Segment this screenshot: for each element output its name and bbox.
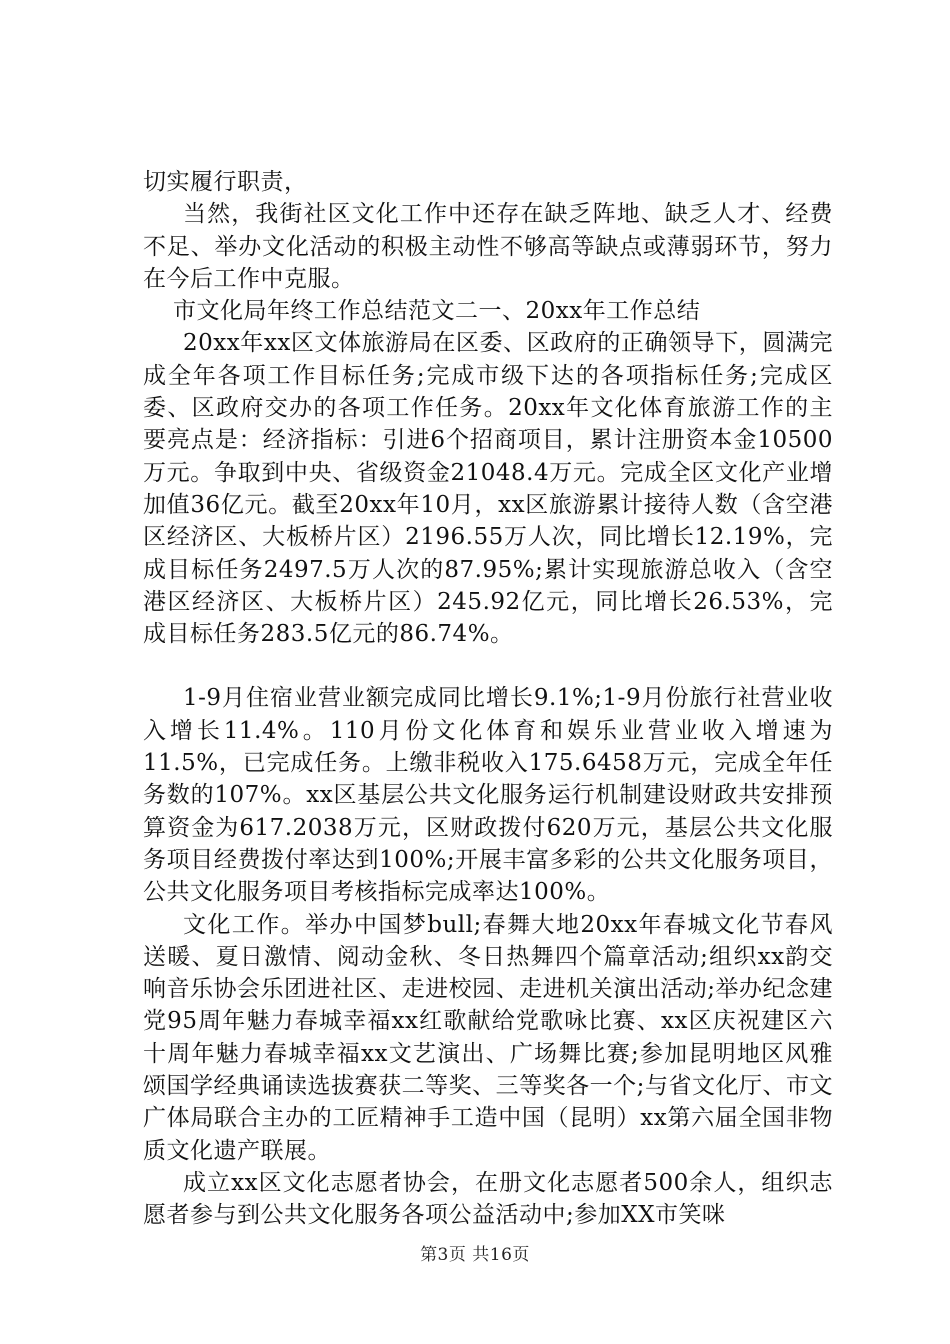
paragraph-volunteers: 成立xx区文化志愿者协会，在册文化志愿者500余人，组织志愿者参与到公共文化服务各项公益活动中;参加XX市笑咪 xyxy=(143,1169,833,1229)
page-number-footer: 第3页 共16页 xyxy=(420,1245,530,1265)
paragraph-spacer xyxy=(143,650,833,682)
paragraph-revenue-stats: 1-9月住宿业营业额完成同比增长9.1%;1-9月份旅行社营业收入增长11.4%。110月份文化体育和娱乐业营业收入增速为11.5%，已完成任务。上缴非税收入175.6458万元，完成全年任务数的107%。xx区基层公共文化服务运行机制建设财政共安排预算资金为617.2038万元，区财政拨付620万元，基层公共文化服务项目经费拨付率达到100%;开展丰富多彩的公共文化服务项目，公共文化服务项目考核指标完成率达100%。 xyxy=(143,685,833,906)
section-heading: 市文化局年终工作总结范文二一、20xx年工作总结 xyxy=(173,298,701,325)
paragraph-annual-summary: 20xx年xx区文体旅游局在区委、区政府的正确领导下，圆满完成全年各项工作目标任务;完成市级下达的各项指标任务;完成区委、区政府交办的各项工作任务。20xx年文化体育旅游工作的主要亮点是：经济指标：引进6个招商项目，累计注册资本金10500万元。争取到中央、省级资金21048.4万元。完成全区文化产业增加值36亿元。截至20xx年10月，xx区旅游累计接待人数（含空港区经济区、大板桥片区）2196.55万人次，同比增长12.19%，完成目标任务2497.5万人次的87.95%;累计实现旅游总收入（含空港区经济区、大板桥片区）245.92亿元，同比增长26.53%，完成目标任务283.5亿元的86.74%。 xyxy=(143,330,833,648)
document-body xyxy=(143,166,833,1232)
paragraph-culture-work: 文化工作。举办中国梦bull;春舞大地20xx年春城文化节春风送暖、夏日激情、阅动金秋、冬日热舞四个篇章活动;组织xx韵交响音乐协会乐团进社区、走进校园、走进机关演出活动;举办纪念建党95周年魅力春城幸福xx红歌献给党歌咏比赛、xx区庆祝建区六十周年魅力春城幸福xx文艺演出、广场舞比赛;参加昆明地区风雅颂国学经典诵读选拔赛获二等奖、三等奖各一个;与省文化厅、市文广体局联合主办的工匠精神手工造中国（昆明）xx第六届全国非物质文化遗产联展。 xyxy=(143,911,833,1164)
paragraph-duty-fragment: 切实履行职责， xyxy=(143,169,308,195)
paragraph-shortcomings: 当然，我街社区文化工作中还存在缺乏阵地、缺乏人才、经费不足、举办文化活动的积极主动性不够高等缺点或薄弱环节，努力在今后工作中克服。 xyxy=(143,201,833,292)
